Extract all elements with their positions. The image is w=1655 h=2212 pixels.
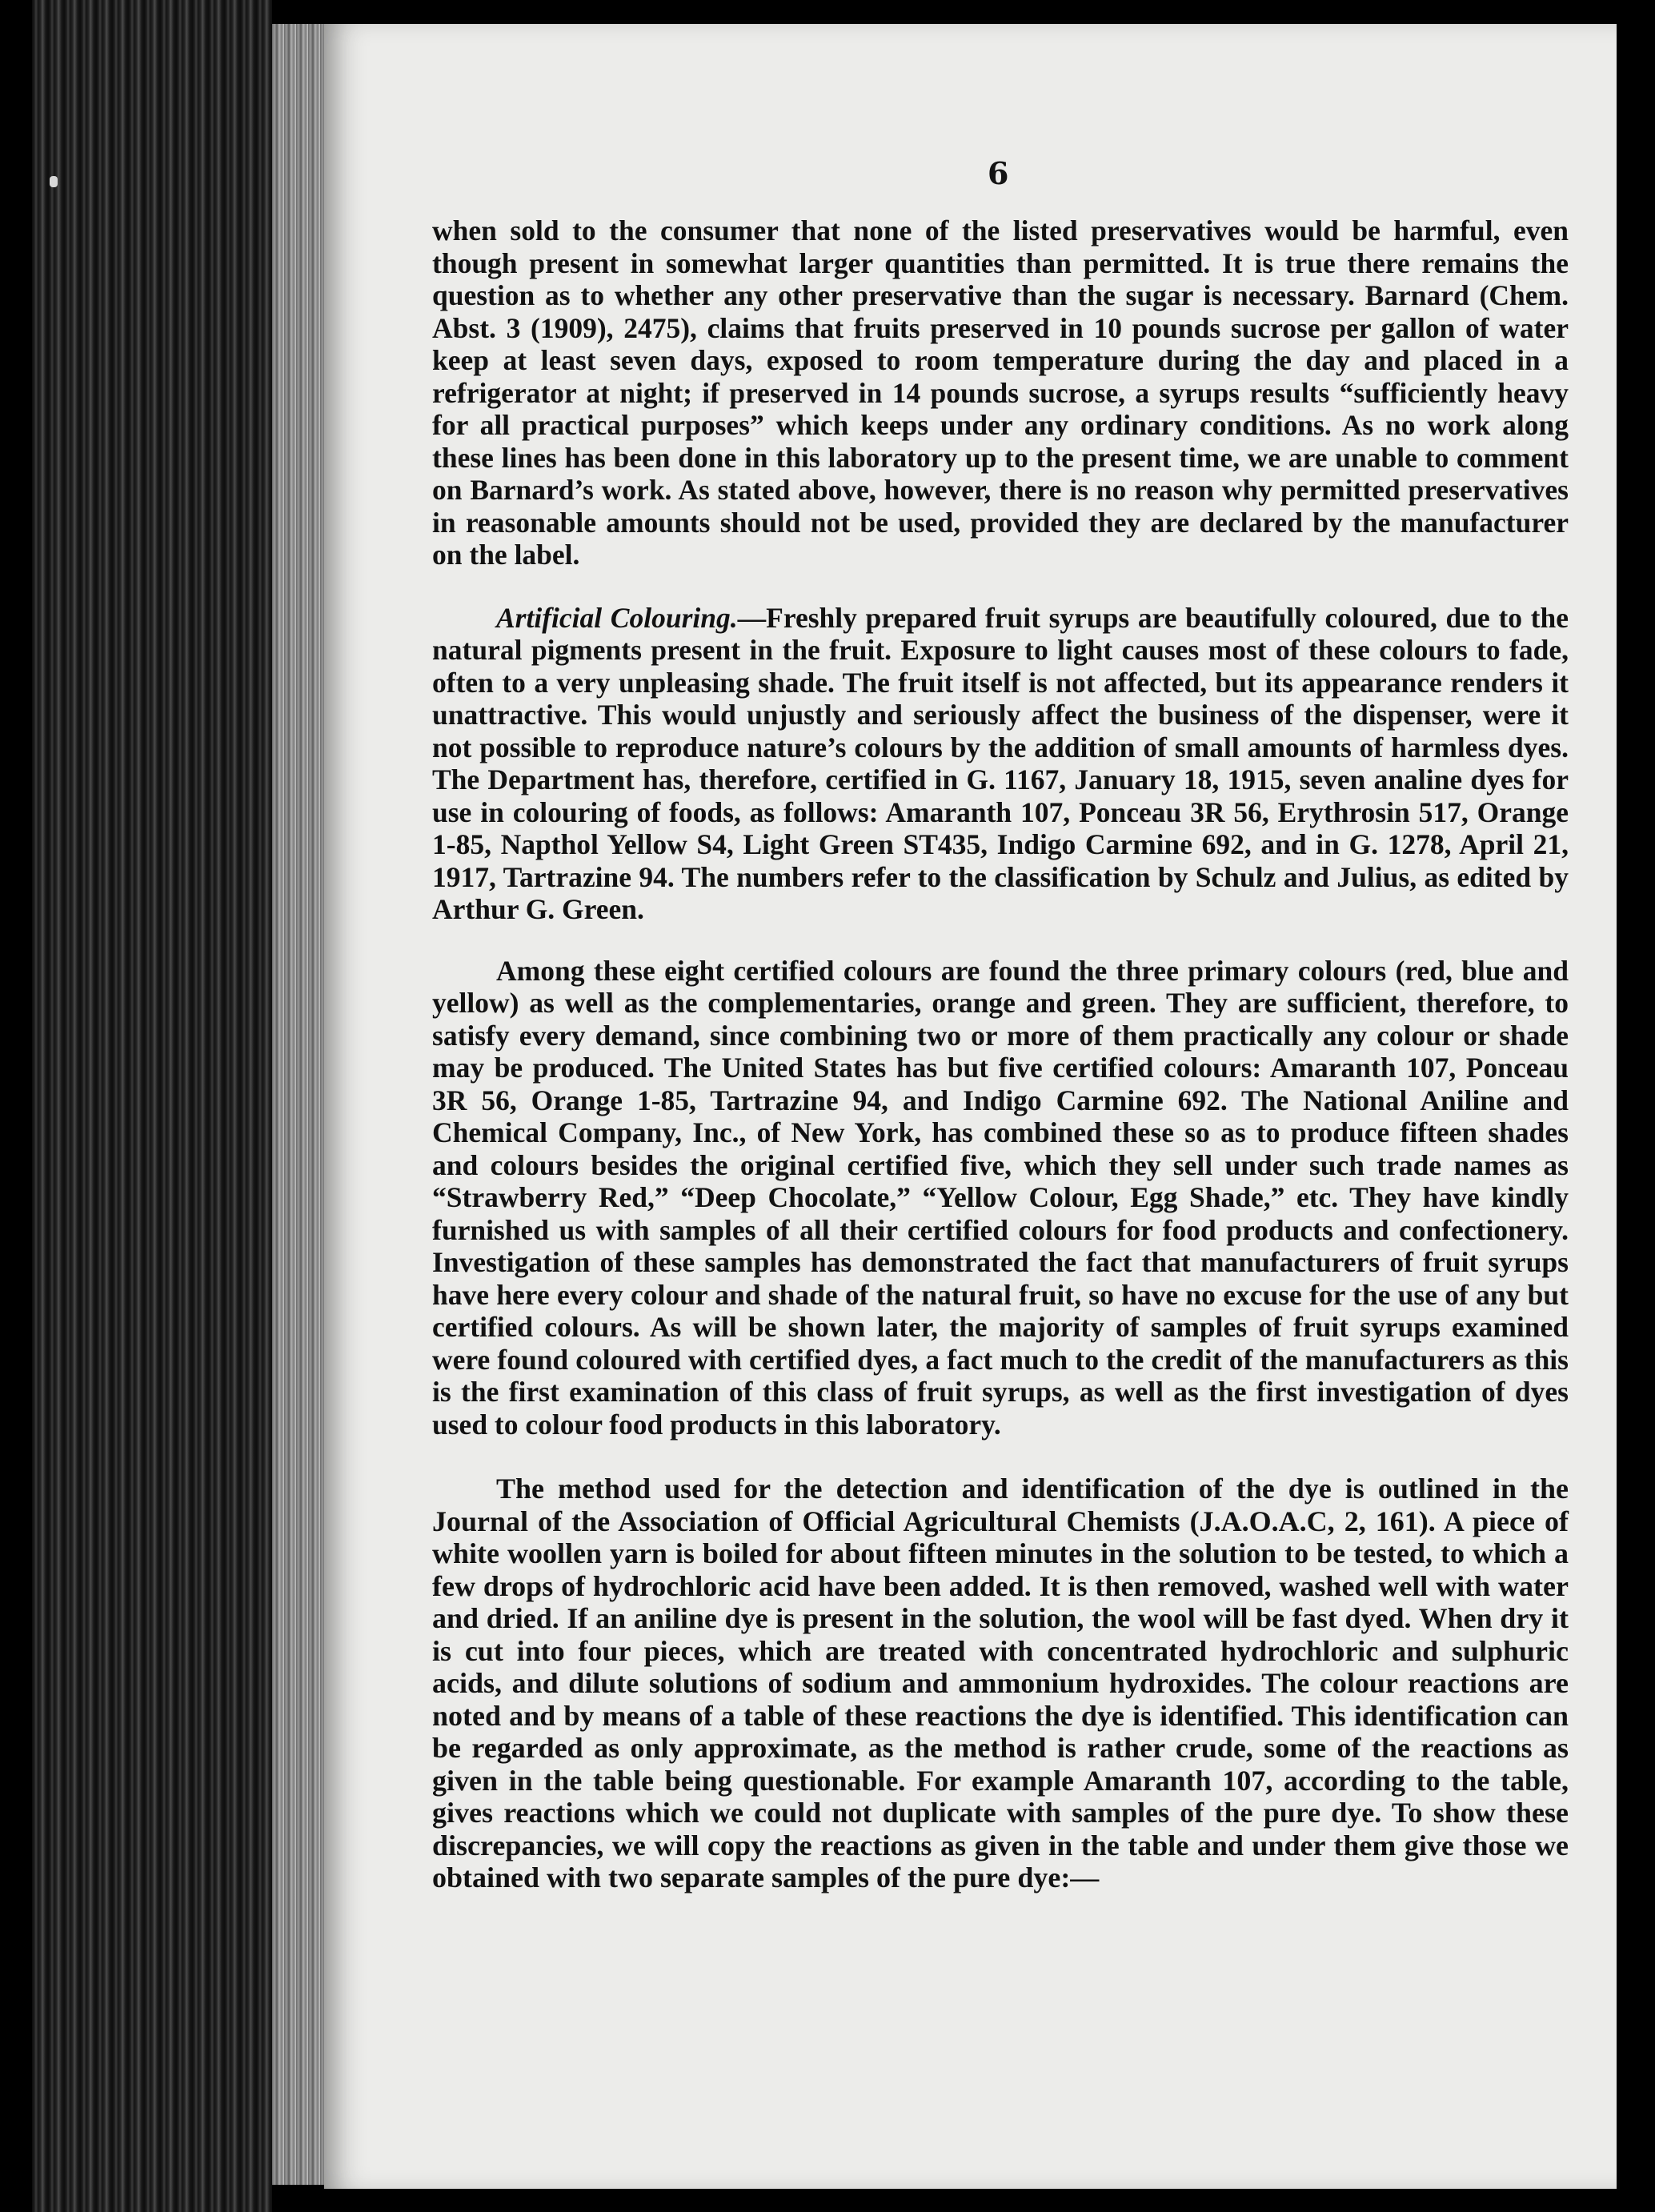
body-text	[432, 214, 1569, 1894]
section-heading-artificial-colouring: Artificial Colouring.	[496, 601, 738, 634]
page-number: 6	[988, 155, 1009, 191]
paragraph-certified-colours: Among these eight certified colours are found the three primary colours (red, blue and yellow) as well as the complementaries, orange and green. They are sufficient, therefore, to satisfy every demand, since combining two or more of them practically any colour or shade may be produced. The United States has but five certified colours: Amaranth 107, Ponceau 3R 56, Orange 1-85, Tartrazine 94, and Indigo Carmine 692. The National Aniline and Chemical Company, Inc., of New York, has combined these so as to produce fifteen shades and colours besides the original certified five, which they sell under such trade names as “Strawberry Red,” “Deep Chocolate,” “Yellow Colour, Egg Shade,” etc. They have kindly furnished us with samples of all their certified colours for food products and confectionery. Investigation of these samples has demonstrated the fact that manufacturers of fruit syrups have here every colour and shade of the natural fruit, so have no excuse for the use of any but certified colours. As will be shown later, the majority of samples of fruit syrups examined were found coloured with certified dyes, a fact much to the credit of the manufacturers as this is the first examination of this class of fruit syrups, as well as the first investigation of dyes used to colour food products in this laboratory.	[432, 954, 1569, 1441]
scan-speck	[50, 176, 58, 187]
paragraph-artificial-colouring-body: —Freshly prepared fruit syrups are beautifully coloured, due to the natural pigments present in the fruit. Exposure to light causes most of these colours to fade, often to a very unpleasing shade. The fruit itself is not affected, but its appearance renders it unattractive. This would unjustly and seriously affect the business of the dispenser, were it not possible to reproduce nature’s colours by the addition of small amounts of harmless dyes. The Department has, therefore, certified in G. 1167, January 18, 1915, seven analine dyes for use in colouring of foods, as follows: Amaranth 107, Ponceau 3R 56, Erythrosin 517, Orange 1-85, Napthol Yellow S4, Light Green ST435, Indigo Carmine 692, and in G. 1278, April 21, 1917, Tartrazine 94. The numbers refer to the classification by Schulz and Julius, as edited by Arthur G. Green.	[432, 601, 1569, 925]
paragraph-artificial-colouring	[432, 602, 1569, 926]
paragraph-dye-method: The method used for the detection and identification of the dye is outlined in the Journal of the Association of Official Agricultural Chemists (J.A.O.A.C, 2, 161). A piece of white woollen yarn is boiled for about fifteen minutes in the solution to be tested, to which a few drops of hydrochloric acid have been added. It is then removed, washed well with water and dried. If an aniline dye is present in the solution, the wool will be fast dyed. When dry it is cut into four pieces, which are treated with concentrated hydrochloric and sulphuric acids, and dilute solutions of sodium and ammonium hydroxides. The colour reactions are noted and by means of a table of these reactions the dye is identified. This identification can be regarded as only approximate, as the method is rather crude, some of the reactions as given in the table being questionable. For example Amaranth 107, according to the table, gives reactions which we could not duplicate with samples of the pure dye. To show these discrepancies, we will copy the reactions as given in the table and under them give those we obtained with two separate samples of the pure dye:—	[432, 1473, 1569, 1893]
scan-gutter	[32, 0, 272, 2212]
paragraph-preservatives: when sold to the consumer that none of the listed preservatives would be harmful, even though present in somewhat larger quantities than permitted. It is true there remains the question as to whether any other preservative than the sugar is necessary. Barnard (Chem. Abst. 3 (1909), 2475), claims that fruits preserved in 10 pounds sucrose per gallon of water keep at least seven days, exposed to room temperature during the day and placed in a refrigerator at night; if preserved in 14 pounds sucrose, a syrups results “sufficiently heavy for all practical purposes” which keeps under any ordinary conditions. As no work along these lines has been done in this laboratory up to the present time, we are unable to comment on Barnard’s work. As stated above, however, there is no reason why permitted preservatives in reasonable amounts should not be used, provided they are declared by the manufacturer on the label.	[432, 214, 1569, 571]
